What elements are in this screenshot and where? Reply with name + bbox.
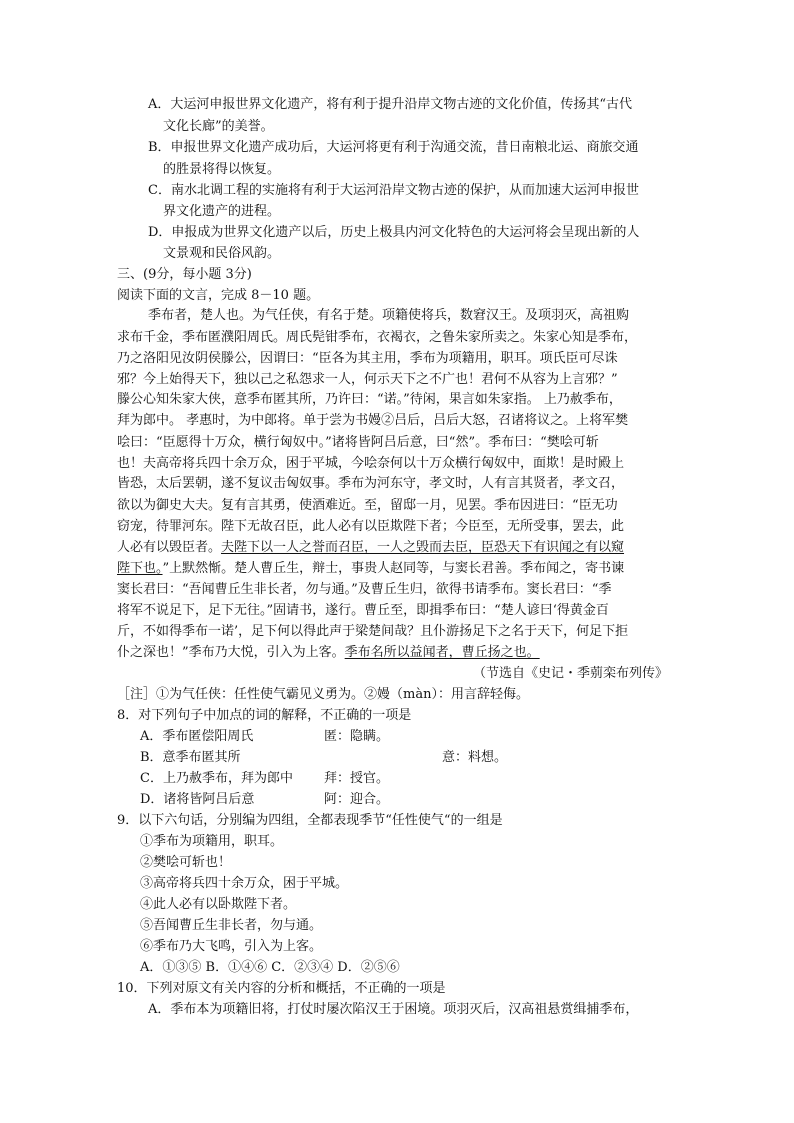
q9-sentence: ④此人必有以卧欺陛下者。 [140, 897, 297, 912]
passage-text: 人必有以毁臣者。 [117, 540, 222, 555]
passage-line: 欲以为御史大夫。复有言其勇，使酒难近。至，留邸一月，见罢。季布因进曰：“臣无功 [117, 498, 618, 513]
passage-line [117, 559, 624, 579]
passage-line: 将军不说足下，足下无往。”固请书，遂行。曹丘至，即揖季布曰：“楚人谚曰‘得黄金百 [117, 603, 609, 618]
underlined-sentence: 季布名所以益闻者，曹丘扬之也。 [344, 645, 540, 660]
option-a-line1: A．大运河申报世界文化遗产，将有利于提升沿岸文物古迹的文化价值，传扬其“古代 [148, 97, 633, 112]
passage-line: 哙曰：“臣愿得十万众，横行匈奴中。”诸将皆阿吕后意，曰“然”。季布曰：“樊哙可斩 [117, 435, 599, 450]
question-9: 9．以下六句话，分别编为四组，全都表现季节“任性使气“的一组是 [117, 813, 503, 828]
q8-option-b-gloss: 意：料想。 [442, 750, 508, 765]
passage-line: 乃之洛阳见汝阴侯滕公，因谓曰：“臣各为其主用，季布为项籍用，职耳。项氏臣可尽诛 [117, 351, 618, 366]
passage-text: 仆之深也！”季布乃大悦，引入为上客。 [117, 645, 345, 660]
passage-line [117, 643, 540, 663]
q8-option-c: C．上乃赦季布，拜为郎中 [140, 771, 293, 786]
q8-option-d-gloss: 阿：迎合。 [324, 792, 390, 807]
question-10: 10．下列对原文有关内容的分析和概括，不正确的一项是 [117, 981, 446, 996]
annotation-note: ［注］①为气任侠：任性使气霸见义勇为。②嫚（màn）：用言辞轻侮。 [117, 687, 529, 702]
underlined-sentence: 陛下也。 [117, 561, 163, 576]
q9-sentence: ①季布为项籍用，职耳。 [140, 834, 284, 849]
option-c-line2: 界文化遗产的进程。 [163, 204, 281, 219]
passage-line: 季布者，楚人也。为气任侠，有名于楚。项籍使将兵，数窘汉王。及项羽灭，高祖购 [148, 308, 630, 323]
q9-sentence: ⑤吾闻曹丘生非长者，勿与通。 [140, 918, 323, 933]
reading-instruction: 阅读下面的文言，完成 8－10 题。 [117, 288, 320, 303]
q10-option-a: A．季布本为项籍旧将，打仗时屡次陷汉王于困境。项羽灭后，汉高祖悬赏缉捕季布， [148, 1002, 639, 1017]
section-three-heading: 三、(9分，每小题 3分) [117, 267, 252, 282]
option-d-line1: D．申报成为世界文化遗产以后，历史上极具内河文化特色的大运河将会呈现出新的人 [148, 225, 640, 240]
q8-option-d: D．诸将皆阿吕后意 [140, 792, 255, 807]
option-c-line1: C．南水北调工程的实施将有利于大运河沿岸文物古迹的保护，从而加速大运河申报世 [148, 183, 639, 198]
passage-line: 窃宠，待罪河东。陛下无故召臣，此人必有以臣欺陛下者；今臣至，无所受事，罢去，此 [117, 519, 625, 534]
option-b-line2: 的胜景将得以恢复。 [163, 162, 281, 177]
q8-option-a: A．季布匿偿阳周氏 [140, 729, 254, 744]
passage-line [117, 538, 624, 558]
q9-sentence: ②樊哙可斩也！ [140, 855, 232, 870]
passage-line: 滕公心知朱家大侠，意季布匿其所，乃许曰：“诺。”待闲，果言如朱家指。 上乃赦季布， [117, 392, 622, 407]
q8-option-c-gloss: 拜：授官。 [324, 771, 390, 786]
passage-line: 求布千金，季布匿濮阳周氏。周氏髡钳季布，衣褐衣，之鲁朱家所卖之。朱家心知是季布， [117, 330, 638, 345]
passage-line: 拜为郎中。 孝惠时，为中郎将。单于尝为书嫚②吕后，吕后大怒，召诸将议之。上将军樊 [117, 413, 629, 428]
option-a-line2: 文化长廊”的美誉。 [163, 119, 274, 134]
passage-text: ”上默然惭。楚人曹丘生，辩士，事贵人赵同等，与窦长君善。季布闻之，寄书谏 [162, 561, 625, 576]
source-citation: （节选自《史记・季莂栾布列传》 [472, 666, 668, 681]
passage-line: 也！夫高帝将兵四十余万众，困于平城，今哙奈何以十万众横行匈奴中，面欺！是时殿上 [117, 456, 625, 471]
q9-sentence: ③高帝将兵四十余万众，困于平城。 [140, 876, 349, 891]
q9-sentence: ⑥季布乃大飞鸣，引入为上客。 [140, 939, 323, 954]
underlined-sentence: 夫陛下以一人之誉而召臣，一人之毁而去臣，臣恐天下有识闻之有以窥 [221, 540, 625, 555]
option-b-line1: B．申报世界文化遗产成功后，大运河将更有利于沟通交流，昔日南粮北运、商旅交通 [148, 140, 639, 155]
passage-line: 皆恐，太后罢朝，遂不复议击匈奴事。季布为河东守，孝文时，人有言其贤者，孝文召， [117, 476, 625, 491]
q9-options: A．①③⑤ B．①④⑥ C．②③④ D．②⑤⑥ [140, 960, 400, 975]
passage-line: 邪？今上始得天下，独以己之私怨求一人，何示天下之不广也！君何不从容为上言邪？” [117, 372, 618, 387]
q8-option-b: B．意季布匿其所 [140, 750, 241, 765]
q8-option-a-gloss: 匿：隐瞒。 [324, 729, 390, 744]
passage-line: 斤，不如得季布一诺’，足下何以得此声于梁楚间哉？且仆游扬足下之名于天下，何足下拒 [117, 624, 629, 639]
question-8: 8．对下列句子中加点的词的解释，不正确的一项是 [117, 708, 412, 723]
passage-line: 窦长君曰：“吾闻曹丘生非长者，勿与通。”及曹丘生归，欲得书请季布。窦长君曰：“季 [117, 582, 612, 597]
option-d-line2: 文景观和民俗风韵。 [163, 246, 281, 261]
